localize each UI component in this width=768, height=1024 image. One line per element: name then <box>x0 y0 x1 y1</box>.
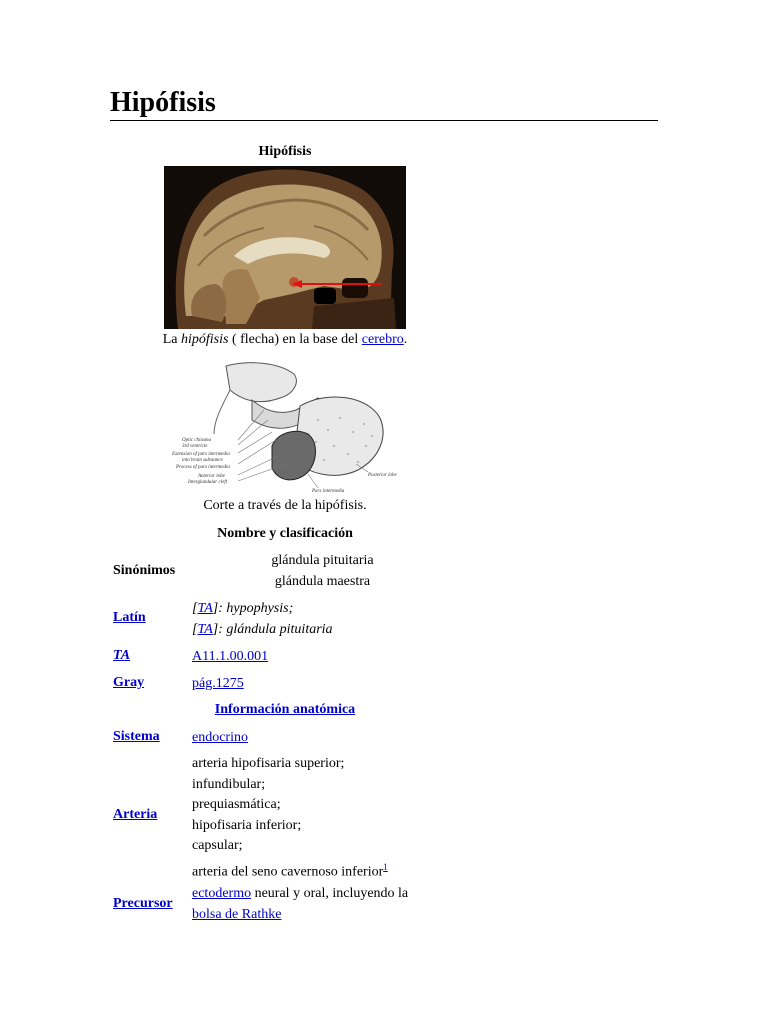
row-value-arteria <box>192 754 388 883</box>
artery-item: prequiasmática; <box>192 797 281 812</box>
link-anatomy-info[interactable]: Información anatómica <box>214 702 356 717</box>
latin-text: ]: hypophysis; <box>212 601 294 616</box>
link-ta-label[interactable]: TA <box>113 648 131 663</box>
latin-line: [TA]: glándula pituitaria <box>192 621 333 637</box>
row-value-gray[interactable] <box>192 674 244 695</box>
row-value-latin <box>192 599 333 640</box>
infobox-title: Hipófisis <box>258 144 312 159</box>
link-latin[interactable]: Latín <box>113 610 146 625</box>
sagittal-brain-illustration <box>164 166 406 329</box>
diagram-label: Interglandular cleft <box>188 480 228 485</box>
synonym-item: glándula pituitaria <box>271 553 374 568</box>
precursor-text: neural y oral, incluyendo la <box>251 886 409 901</box>
diagram-label: into brain substance <box>182 458 223 463</box>
diagram-label: Extension of pars intermedia <box>172 452 230 457</box>
row-value-sistema[interactable] <box>192 728 248 749</box>
diagram-label: Anterior lobe <box>198 474 225 479</box>
row-label-ta[interactable] <box>113 648 130 664</box>
link-ectodermo[interactable]: ectodermo <box>192 886 252 901</box>
latin-line: [TA]: hypophysis; <box>192 601 294 616</box>
diagram-label: 3rd ventricle <box>182 444 208 449</box>
footnote-link[interactable]: 1 <box>383 861 388 872</box>
artery-item: hipofisaria inferior; <box>192 817 302 833</box>
link-sistema[interactable]: Sistema <box>113 729 160 744</box>
link-gray-page[interactable]: pág.1275 <box>192 676 244 691</box>
row-label-sinonimos: Sinónimos <box>113 563 176 578</box>
link-ta-code[interactable]: A11.1.00.001 <box>192 649 269 664</box>
link-bolsa-rathke[interactable]: bolsa de Rathke <box>192 906 282 922</box>
link-arteria[interactable]: Arteria <box>113 807 158 822</box>
section-heading-classification: Nombre y clasificación <box>217 526 353 541</box>
row-value-sinonimos <box>250 550 395 592</box>
image2-caption: Corte a través de la hipófisis. <box>203 498 367 513</box>
caption-text: ( flecha) en la base del <box>228 332 362 347</box>
artery-item: capsular; <box>192 838 243 853</box>
row-label-arteria[interactable] <box>113 807 157 823</box>
hypophysis-section-illustration <box>168 360 408 496</box>
caption-text: . <box>403 332 408 347</box>
link-ta[interactable]: TA <box>197 601 213 616</box>
page-title: Hipófisis <box>110 86 658 121</box>
image1-caption <box>110 332 460 348</box>
row-value-ta[interactable] <box>192 647 268 668</box>
row-value-precursor <box>192 884 408 925</box>
artery-item: arteria hipofisaria superior; <box>192 756 345 771</box>
diagram-label: Posterior lobe <box>368 473 397 478</box>
link-cerebro[interactable]: cerebro <box>361 332 404 347</box>
row-label-latin[interactable] <box>113 610 146 626</box>
caption-text: La <box>162 332 181 347</box>
artery-item: infundibular; <box>192 776 266 792</box>
section-heading-anatomy[interactable] <box>160 702 410 718</box>
link-gray[interactable]: Gray <box>113 675 145 690</box>
diagram-label: Process of pars intermedia <box>176 465 230 470</box>
row-label-gray[interactable] <box>113 675 144 691</box>
link-precursor[interactable]: Precursor <box>113 896 173 911</box>
artery-item-text: arteria del seno cavernoso inferior <box>192 864 384 880</box>
precursor-line <box>192 884 408 905</box>
artery-item <box>192 857 388 883</box>
hypophysis-diagram[interactable] <box>168 360 408 496</box>
row-label-precursor[interactable] <box>113 896 173 912</box>
diagram-label: Pars intermedia <box>312 489 345 494</box>
link-endocrino[interactable]: endocrino <box>192 730 248 745</box>
row-label-sistema[interactable] <box>113 729 160 745</box>
link-ta[interactable]: TA <box>197 621 213 637</box>
latin-text: ]: glándula pituitaria <box>212 621 333 637</box>
caption-italic: hipófisis <box>181 332 229 347</box>
sagittal-brain-image[interactable] <box>164 166 406 329</box>
synonym-item: glándula maestra <box>274 574 371 589</box>
diagram-label: Optic chiasma <box>182 438 212 443</box>
precursor-line <box>192 905 408 926</box>
